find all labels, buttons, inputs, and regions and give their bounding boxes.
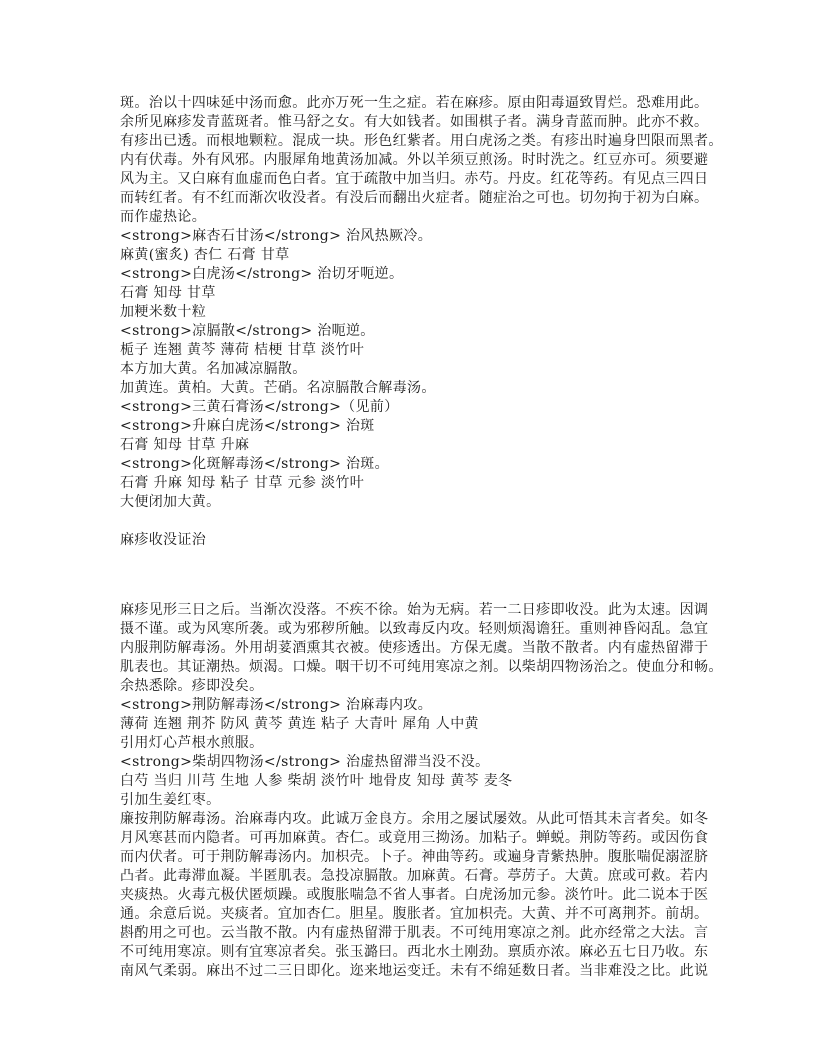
text-line: 月风寒甚而内隐者。可再加麻黄。杏仁。或竟用三拗汤。加粘子。蝉蜕。荆防等药。或因伤食: [120, 830, 709, 846]
section1-paragraph: [120, 94, 723, 227]
formula-title-line: <strong>柴胡四物汤</strong> 治虚热留滞当没不没。: [120, 754, 490, 770]
formula-note-line: 引加生姜红枣。: [120, 792, 221, 808]
formula-note-line: 引用灯心芦根水煎服。: [120, 735, 264, 751]
formula-ingredients-line: 薄荷 连翘 荆芥 防风 黄芩 黄连 粘子 大青叶 犀角 人中黄: [120, 716, 479, 732]
text-line: 而内伏者。可于荆防解毒汤内。加枳壳。卜子。神曲等药。或遍身青紫热肿。腹胀喘促溺涩脐: [120, 849, 709, 865]
formula-note-line: 大便闭加大黄。: [120, 494, 221, 510]
text-line: 斟酌用之可也。云当散不散。内有虚热留滞于肌表。不可纯用寒凉之剂。此亦经常之大法。言: [120, 925, 709, 941]
text-line: 通。余意后说。夹痰者。宜加杏仁。胆星。腹胀者。宜加枳壳。大黄、并不可离荆芥。前胡。: [120, 906, 709, 922]
formula-note-line: 加黄连。黄柏。大黄。芒硝。名凉膈散合解毒汤。: [120, 380, 436, 396]
spacer: [120, 512, 710, 531]
formula-note-line: 加粳米数十粒: [120, 304, 207, 320]
formula-title-line: <strong>三黄石膏汤</strong>（见前）: [120, 399, 399, 415]
text-line: 而转红者。有不红而渐次收没者。有没后而翻出火症者。随症治之可也。切勿拘于初为白麻。: [120, 190, 709, 206]
text-line: 肌表也。其证潮热。烦渴。口燥。咽干切不可纯用寒凉之剂。以柴胡四物汤治之。使血分和畅。: [120, 659, 723, 675]
formula-ingredients-line: 石膏 知母 甘草: [120, 285, 216, 301]
text-line: 斑。治以十四味延中汤而愈。此亦万死一生之症。若在麻疹。原由阳毒逼致胃烂。恐难用此。: [120, 95, 709, 111]
section2-formulas: [120, 696, 710, 810]
formula-ingredients-line: 石膏 升麻 知母 粘子 甘草 元参 淡竹叶: [120, 475, 365, 491]
text-line: 麻疹见形三日之后。当渐次没落。不疾不徐。始为无病。若一二日疹即收没。此为太速。因调: [120, 602, 709, 618]
text-line: 余所见麻疹发青蓝斑者。惟马舒之女。有大如钱者。如围棋子者。满身青蓝而肿。此亦不救。: [120, 114, 709, 130]
text-line: 而作虚热论。: [120, 209, 207, 225]
formula-ingredients-line: 白芍 当归 川芎 生地 人参 柴胡 淡竹叶 地骨皮 知母 黄芩 麦冬: [120, 773, 513, 789]
spacer: [120, 550, 710, 601]
formula-ingredients-line: 栀子 连翘 黄芩 薄荷 桔梗 甘草 淡竹叶: [120, 342, 365, 358]
section2-commentary: [120, 810, 710, 981]
text-line: 南风气柔弱。麻出不过二三日即化。迩来地运变迁。未有不绵延数日者。当非难没之比。此说: [120, 963, 709, 979]
formula-title-line: <strong>化斑解毒汤</strong> 治斑。: [120, 456, 390, 472]
formula-title-line: <strong>升麻白虎汤</strong> 治斑: [120, 418, 375, 434]
section2-paragraph: [120, 601, 723, 696]
formula-title-line: <strong>荆防解毒汤</strong> 治麻毒内攻。: [120, 697, 433, 713]
text-line: 夹痰热。火毒亢极伏匿烦躁。或腹胀喘急不省人事者。白虎汤加元参。淡竹叶。此二说本于医: [120, 887, 709, 903]
text-line: 摄不谨。或为风寒所袭。或为邪秽所触。以致毒反内攻。轻则烦渴谵狂。重则神昏闷乱。急宜: [120, 621, 709, 637]
section1-formulas: [120, 227, 710, 512]
document-page: [120, 94, 723, 981]
formula-note-line: 本方加大黄。名加减凉膈散。: [120, 361, 307, 377]
formula-title-line: <strong>凉膈散</strong> 治呃逆。: [120, 323, 375, 339]
formula-ingredients-line: 麻黄(蜜炙) 杏仁 石膏 甘草: [120, 247, 290, 263]
text-line: 廉按荆防解毒汤。治麻毒内攻。此诚万金良方。余用之屡试屡效。从此可悟其未言者矣。如冬: [120, 811, 709, 827]
formula-title-line: <strong>麻杏石甘汤</strong> 治风热厥冷。: [120, 228, 433, 244]
text-line: 有疹出已透。而根地颗粒。混成一块。形色红紫者。用白虎汤之类。有疹出时遍身凹限而黑者。: [120, 133, 723, 149]
formula-ingredients-line: 石膏 知母 甘草 升麻: [120, 437, 250, 453]
section-heading: 麻疹收没证治: [120, 532, 207, 548]
formula-title-line: <strong>白虎汤</strong> 治切牙呃逆。: [120, 266, 404, 282]
text-line: 内有伏毒。外有风邪。内服犀角地黄汤加减。外以羊须豆煎汤。时时洗之。红豆亦可。须要避: [120, 152, 709, 168]
text-line: 风为主。又白麻有血虚而色白者。宜于疏散中加当归。赤芍。丹皮。红花等药。有见点三四日: [120, 171, 709, 187]
text-line: 凸者。此毒滞血凝。半匿肌表。急投凉膈散。加麻黄。石膏。葶苈子。大黄。庶或可救。若内: [120, 868, 709, 884]
text-line: 余热悉除。疹即没矣。: [120, 678, 264, 694]
text-line: 不可纯用寒凉。则有宜寒凉者矣。张玉潞曰。西北水土刚劲。禀质亦浓。麻必五七日乃收。东: [120, 944, 709, 960]
text-line: 内服荆防解毒汤。外用胡荽酒熏其衣被。使疹透出。方保无虞。当散不散者。内有虚热留滞于: [120, 640, 709, 656]
